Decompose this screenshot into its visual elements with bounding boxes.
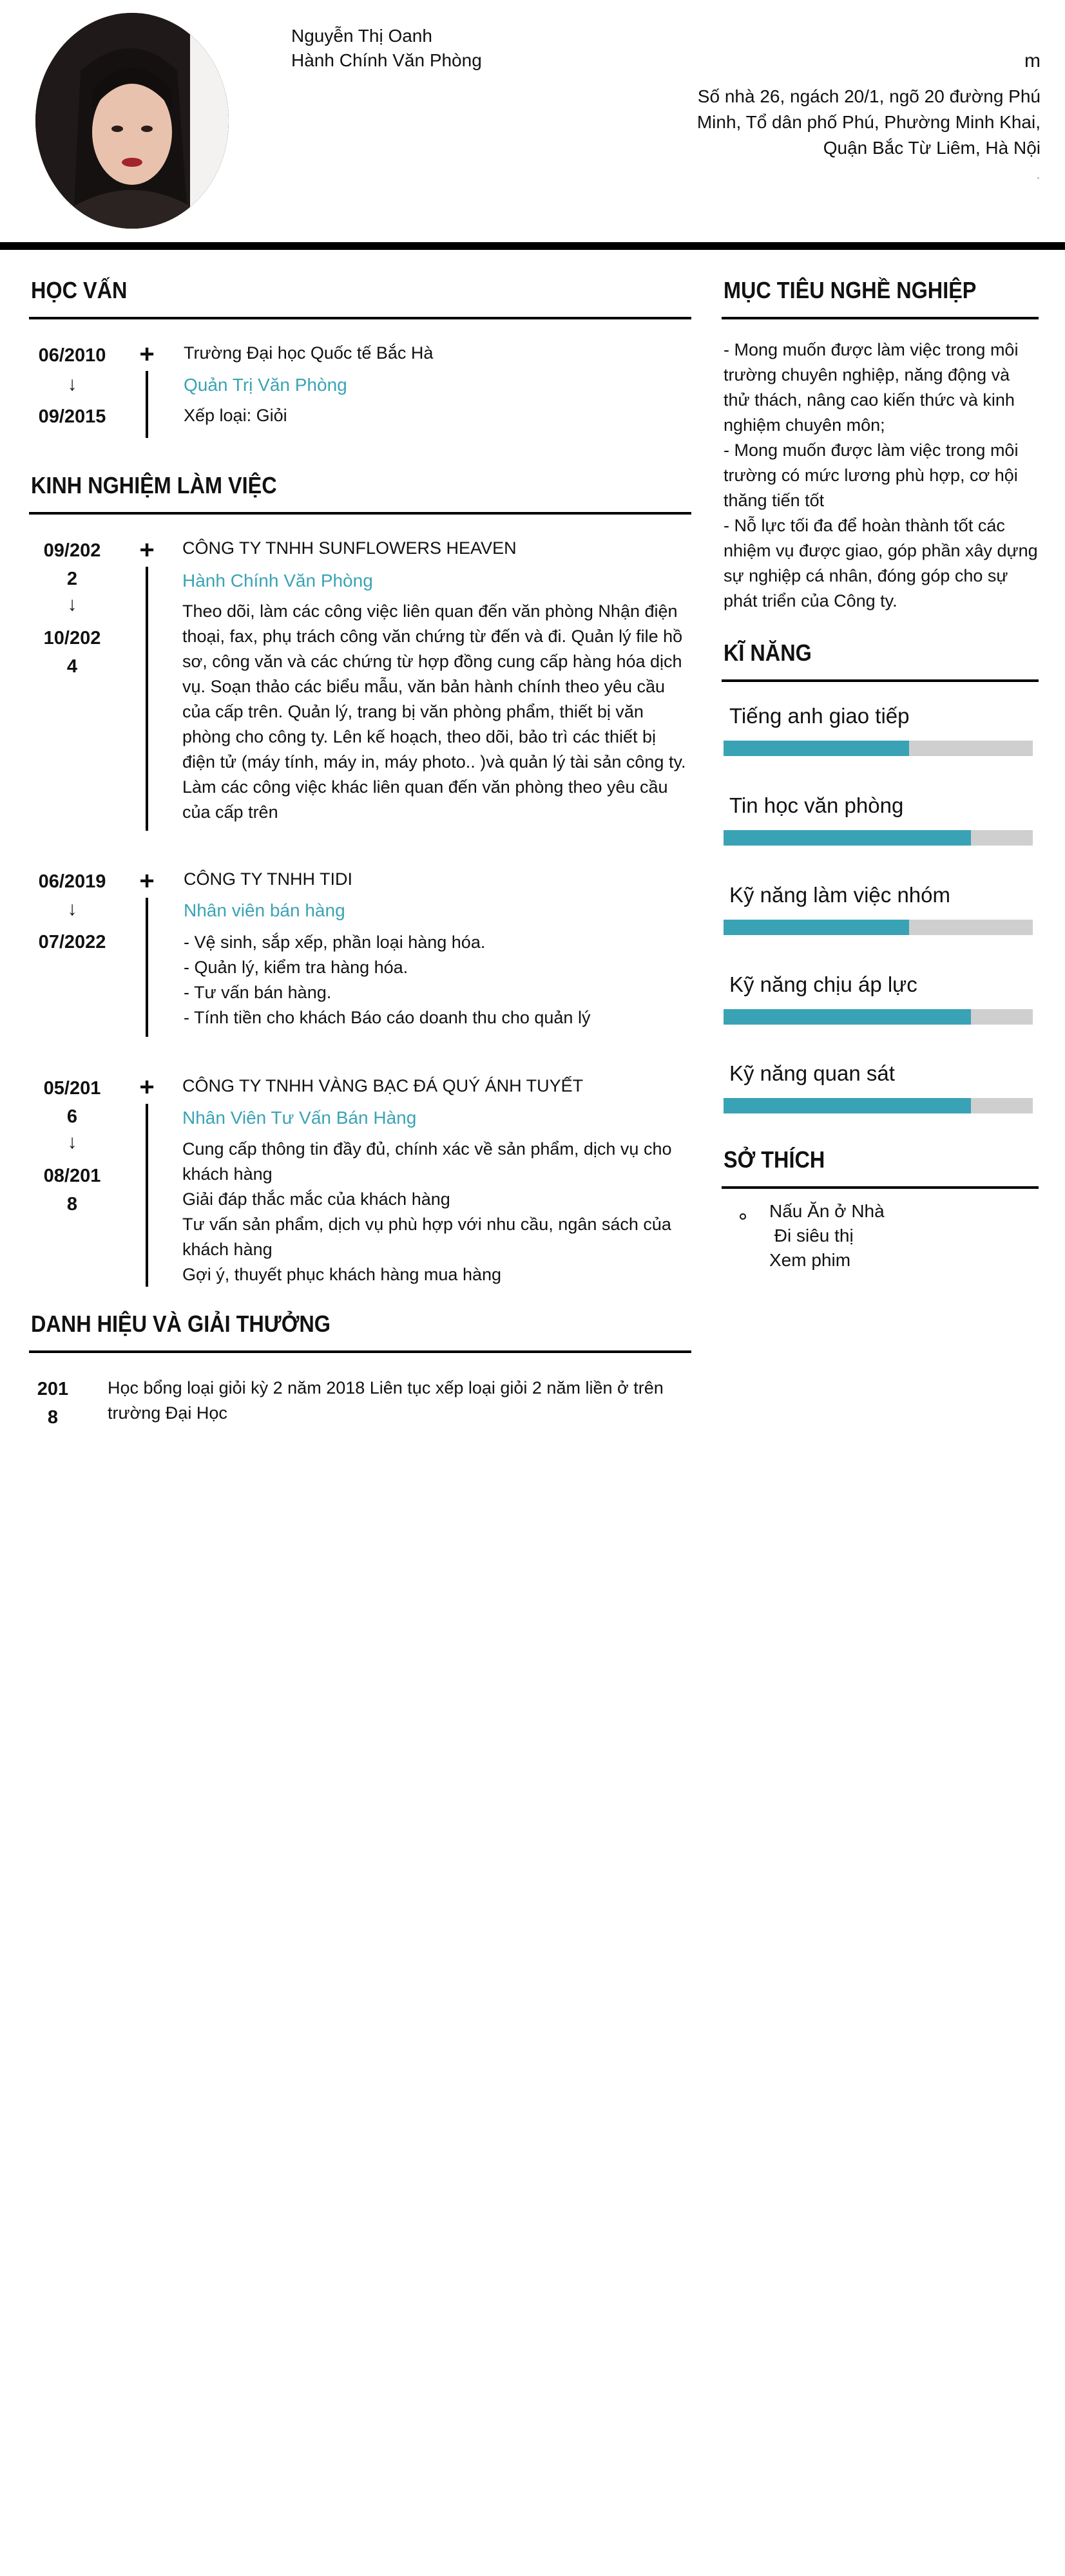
skill-label: Tiếng anh giao tiếp — [729, 704, 910, 728]
skill-bar — [724, 1098, 1033, 1113]
skill-bar-fill — [724, 741, 909, 756]
date-to: 08/201 — [43, 1166, 101, 1186]
award-year: 201 — [37, 1379, 69, 1399]
skill-bar — [724, 741, 1033, 756]
job-description: - Vệ sinh, sắp xếp, phần loại hàng hóa. - Quản lý, kiểm tra hàng hóa. - Tư vấn bán hàng. - Tính tiền cho khách Báo cáo doanh thu cho quản lý — [184, 933, 591, 1027]
arrow-down-icon: ↓ — [67, 374, 77, 395]
timeline-line — [146, 1104, 148, 1287]
date-from: 05/201 — [43, 1078, 101, 1099]
skill-bar-fill — [724, 920, 909, 935]
skill-label: Tin học văn phòng — [729, 793, 904, 817]
section-rule — [29, 317, 691, 319]
company-name: CÔNG TY TNHH TIDI — [184, 869, 353, 889]
date-from: 06/2010 — [38, 345, 106, 366]
skill-bar-fill — [724, 1098, 971, 1113]
address-line: Quận Bắc Từ Liêm, Hà Nội — [823, 138, 1041, 158]
skill-label: Kỹ năng làm việc nhóm — [729, 883, 951, 907]
timeline-line — [146, 567, 148, 831]
date-to-cont: 4 — [66, 656, 78, 677]
section-title-skills: KĨ NĂNG — [724, 639, 812, 666]
address-line: Minh, Tổ dân phố Phú, Phường Minh Khai, — [696, 112, 1041, 132]
address-line: Số nhà 26, ngách 20/1, ngõ 20 đường Phú — [697, 86, 1041, 106]
header-dot — [1037, 177, 1039, 179]
section-rule — [29, 512, 691, 515]
candidate-name: Nguyễn Thị Oanh — [291, 26, 432, 46]
job-role: Hành Chính Văn Phòng — [182, 571, 373, 591]
date-to: 10/202 — [43, 628, 101, 649]
plus-icon: + — [139, 867, 155, 895]
skill-bar-fill — [724, 1009, 971, 1025]
skill-label: Kỹ năng chịu áp lực — [729, 972, 917, 996]
section-title-education: HỌC VẤN — [31, 277, 128, 303]
timeline-line — [146, 371, 148, 438]
section-title-experience: KINH NGHIỆM LÀM VIỆC — [31, 472, 277, 498]
date-from-cont: 2 — [66, 569, 78, 589]
section-title-awards: DANH HIỆU VÀ GIẢI THƯỞNG — [31, 1311, 331, 1337]
section-rule — [29, 1350, 691, 1353]
skill-bar — [724, 1009, 1033, 1025]
section-title-hobbies: SỞ THÍCH — [724, 1146, 825, 1173]
header-divider — [0, 242, 1065, 250]
date-from: 06/2019 — [38, 871, 106, 892]
skill-label: Kỹ năng quan sát — [729, 1061, 895, 1085]
job-description: Theo dõi, làm các công việc liên quan đến văn phòng Nhận điện thoại, fax, phụ trách công văn chứng từ đến và đi. Quản lý file hồ sơ, công văn và các chứng từ hợp đồng cung cấp hàng hóa dịch vụ. Soạn thảo các biểu mẫu, văn bản hành chính theo yêu cầu của cấp trên. Quản lý, trang bị văn phòng phẩm, thiết bị văn phòng cho công ty. Lên kế hoạch, theo dõi, bảo trì các thiết bị điện tử (máy tính, máy in, máy photo.. )và quản lý tài sản công ty. Làm các công việc khác liên quan đến văn phòng theo yêu cầu của cấp trên — [182, 601, 686, 822]
date-to: 07/2022 — [38, 932, 106, 952]
hobby-item: Đi siêu thị — [769, 1226, 854, 1245]
date-to: 09/2015 — [38, 406, 106, 427]
date-to-cont: 8 — [66, 1194, 78, 1215]
plus-icon: + — [139, 1073, 155, 1101]
skill-bar — [724, 920, 1033, 935]
job-role: Nhân Viên Tư Vấn Bán Hàng — [182, 1108, 417, 1128]
timeline-line — [146, 898, 148, 1037]
date-from-cont: 6 — [66, 1106, 78, 1127]
hobby-item: Nấu Ăn ở Nhà — [769, 1201, 885, 1221]
section-rule — [722, 1186, 1039, 1189]
company-name: CÔNG TY TNHH SUNFLOWERS HEAVEN — [182, 538, 517, 558]
profile-photo — [35, 13, 229, 229]
company-name: CÔNG TY TNHH VÀNG BẠC ĐÁ QUÝ ÁNH TUYẾT — [182, 1076, 584, 1095]
arrow-down-icon: ↓ — [67, 898, 77, 920]
skill-bar — [724, 830, 1033, 846]
address — [680, 84, 1041, 161]
header-mark: m — [1024, 50, 1041, 71]
profile-photo-image — [35, 13, 229, 229]
bullet-circle-icon — [740, 1213, 746, 1220]
skill-bar-fill — [724, 830, 971, 846]
plus-icon: + — [139, 536, 155, 564]
school-name: Trường Đại học Quốc tế Bắc Hà — [184, 343, 434, 363]
plus-icon: + — [139, 340, 155, 368]
hobby-item: Xem phim — [769, 1250, 851, 1270]
job-description: Cung cấp thông tin đầy đủ, chính xác về sản phẩm, dịch vụ cho khách hàng Giải đáp thắc mắc của khách hàng Tư vấn sản phẩm, dịch vụ phù hợp với nhu cầu, ngân sách của khách hàng Gợi ý, thuyết phục khách hàng mua hàng — [182, 1139, 672, 1284]
objective-text: - Mong muốn được làm việc trong môi trường chuyên nghiệp, năng động và thử thách, nâng cao kiến thức và kinh nghiệm chuyên môn; - Mong muốn được làm việc trong môi trường có mức lương phù hợp, cơ hội thăng tiến tốt - Nỗ lực tối đa để hoàn thành tốt các nhiệm vụ được giao, góp phần xây dựng sự nghiệp cá nhân, đóng góp cho sự phát triển của Công ty. — [724, 340, 1038, 611]
arrow-down-icon: ↓ — [67, 1132, 77, 1153]
grade: Xếp loại: Giỏi — [184, 406, 287, 425]
arrow-down-icon: ↓ — [67, 594, 77, 615]
section-rule — [722, 317, 1039, 319]
major: Quản Trị Văn Phòng — [184, 375, 347, 395]
date-from: 09/202 — [43, 540, 101, 561]
section-rule — [722, 679, 1039, 682]
candidate-title: Hành Chính Văn Phòng — [291, 50, 482, 70]
section-title-objective: MỤC TIÊU NGHỀ NGHIỆP — [724, 277, 977, 303]
award-year-cont: 8 — [47, 1407, 59, 1428]
job-role: Nhân viên bán hàng — [184, 900, 345, 920]
award-text: Học bổng loại giỏi kỳ 2 năm 2018 Liên tục xếp loại giỏi 2 năm liền ở trên trường Đại Học — [108, 1378, 664, 1423]
